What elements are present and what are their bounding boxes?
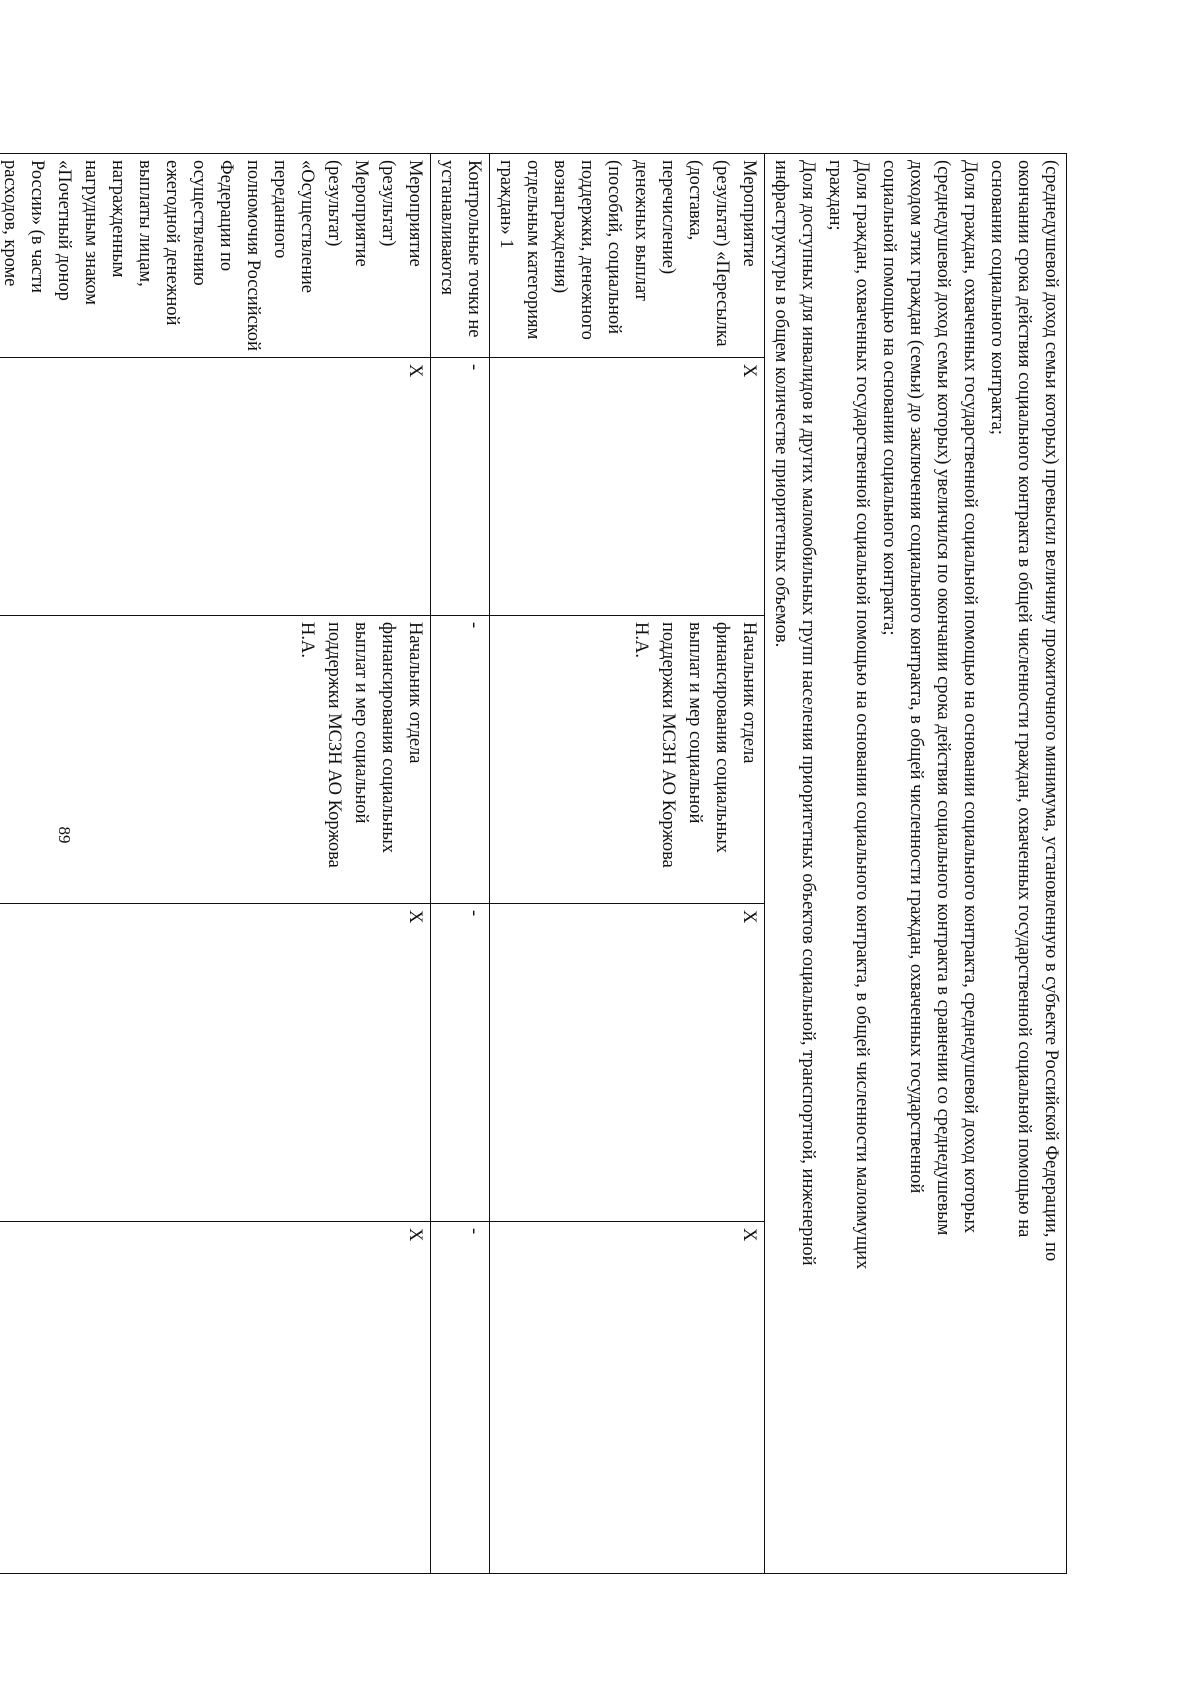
value-cell: - bbox=[431, 1222, 490, 1574]
intro-line: основании социального контракта; bbox=[987, 160, 1007, 435]
value-cell: X bbox=[490, 358, 765, 616]
intro-line: инфраструктуры в общем количестве приоритетных объемов. bbox=[771, 160, 791, 648]
responsible-cell: Начальник отдела финансирования социальных выплат и мер социальной поддержки МСЗН АО Коржова Н.А. bbox=[490, 616, 765, 904]
page-number: 89 bbox=[55, 826, 74, 844]
value-cell: X bbox=[0, 1222, 431, 1574]
table-row bbox=[0, 154, 431, 1574]
intro-line: граждан; bbox=[825, 160, 845, 231]
table-row bbox=[490, 154, 765, 1574]
document-table bbox=[0, 153, 1067, 1574]
value-cell: - bbox=[431, 904, 490, 1222]
value-cell: X bbox=[490, 904, 765, 1222]
intro-line: социальной помощью на основании социального контракта; bbox=[879, 160, 899, 636]
activity-cell: Мероприятие (результат) Мероприятие (результат) «Осуществление переданного полномочия Российской Федерации по осуществлению ежегодной денежной выплаты лицам, награжденным нагрудным знаком «Почетный донор России» (в части расходов, кроме bbox=[0, 154, 431, 358]
intro-line: окончании срока действия социального контракта в общей численности граждан, охваченных государственной социальной помощью на bbox=[1014, 160, 1034, 1238]
responsible-cell: Начальник отдела финансирования социальных выплат и мер социальной поддержки МСЗН АО Коржова Н.А. bbox=[0, 616, 431, 904]
value-cell: X bbox=[0, 904, 431, 1222]
responsible-cell: - bbox=[431, 616, 490, 904]
intro-line: (среднедушевой доход семьи которых) увеличился по окончании срока действия социального контракта в сравнении со среднедушевым bbox=[933, 160, 953, 1236]
intro-line: Доля граждан, охваченных государственной социальной помощью на основании социального контракта, в общей численности малоимущих bbox=[852, 160, 872, 1270]
intro-line: доходом этих граждан (семьи) до заключения социального контракта, в общей численности граждан, охваченных государственной bbox=[906, 160, 926, 1194]
value-cell: X bbox=[490, 1222, 765, 1574]
table-row bbox=[431, 154, 490, 1574]
indicators-text-cell bbox=[765, 154, 1067, 1574]
activity-cell: Мероприятие (результат) «Пересылка (доставка, перечисление) денежных выплат (пособий, социальной поддержки, денежного вознаграждения) отдельным категориям граждан» 1 bbox=[490, 154, 765, 358]
intro-line: Доля доступных для инвалидов и других маломобильных групп населения приоритетных объектов социальной, транспортной, инженерной bbox=[798, 160, 818, 1266]
intro-line: (среднедушевой доход семьи которых) превысил величину прожиточного минимума, установленную в субъекте Российской Федерации, по bbox=[1041, 160, 1061, 1262]
value-cell: - bbox=[431, 358, 490, 616]
intro-row bbox=[765, 154, 1067, 1574]
activity-cell: Контрольные точки не устанавливаются bbox=[431, 154, 490, 358]
value-cell: X bbox=[0, 358, 431, 616]
intro-line: Доля граждан, охваченных государственной социальной помощью на основании социального контракта, среднедушевой доход которых bbox=[960, 160, 980, 1234]
